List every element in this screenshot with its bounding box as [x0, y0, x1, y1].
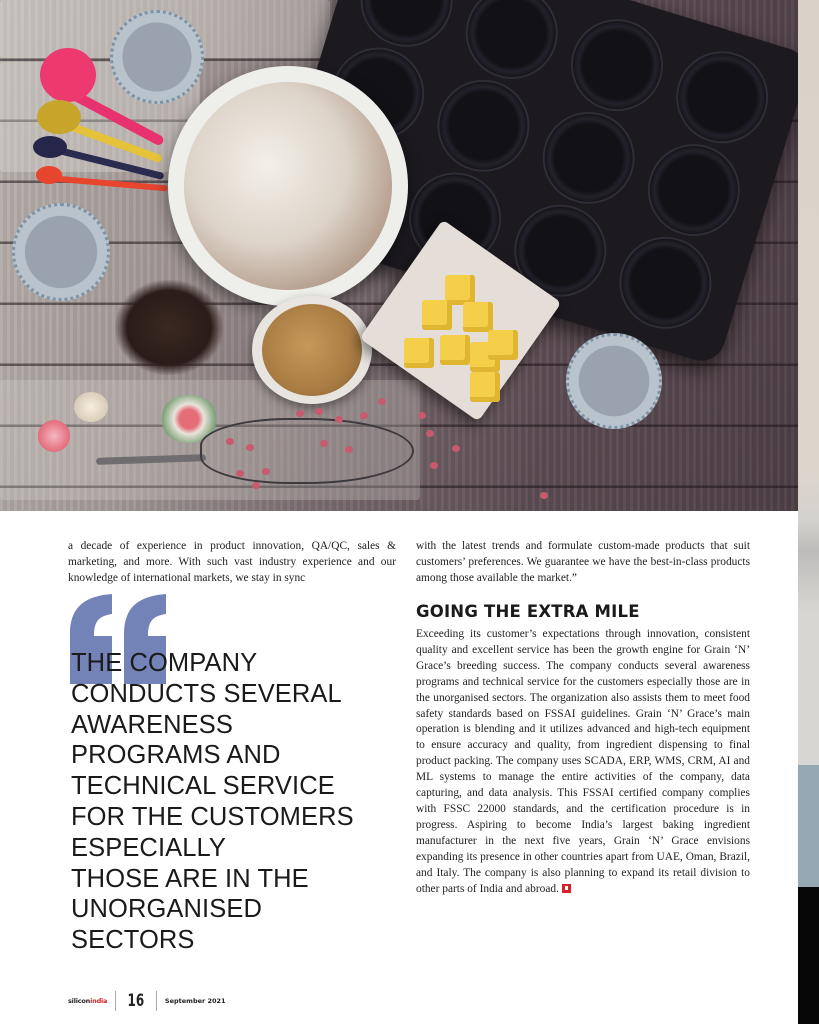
pull-quote-line: THOSE ARE IN THE [71, 864, 309, 893]
pull-quote-line: FOR THE CUSTOMERS [71, 802, 354, 831]
muffin-cup [665, 40, 780, 155]
measuring-spoon-navy-head [33, 136, 67, 158]
heart-sprinkle [262, 468, 270, 475]
heart-sprinkle [226, 438, 234, 445]
cupcake-liner [12, 203, 110, 301]
issue-date: September 2021 [164, 997, 226, 1005]
butter-cube [488, 330, 518, 360]
sugar-rose-cream [74, 392, 108, 422]
butter-cube [422, 300, 452, 330]
butter-cube [470, 372, 500, 402]
pull-quote-line: TECHNICAL SERVICE [71, 772, 335, 801]
adjacent-page-edge [798, 765, 819, 887]
sugar-rose-pink [38, 420, 70, 452]
end-of-article-icon [562, 884, 571, 893]
heart-sprinkle [246, 444, 254, 451]
pull-quote-line: SECTORS [71, 926, 195, 955]
section-body [416, 627, 750, 897]
heart-sprinkle [426, 430, 434, 437]
pull-quote-line: UNORGANISED [71, 895, 262, 924]
footer-divider [156, 991, 157, 1011]
pull-quote [71, 648, 391, 956]
pull-quote-line: THE COMPANY [71, 649, 258, 677]
chocolate-chips [115, 280, 223, 375]
pull-quote-line: PROGRAMS AND [71, 741, 281, 770]
heart-sprinkle [335, 416, 343, 423]
whisk [200, 418, 414, 484]
muffin-cup [636, 133, 751, 248]
pull-quote-line: AWARENESS [71, 710, 233, 739]
heart-sprinkle [345, 446, 353, 453]
adjacent-page-edge [798, 887, 819, 1024]
cupcake-liner [110, 10, 204, 104]
muffin-cup [454, 0, 569, 90]
section-body-text: Exceeding its customer’s expectations through innovation, consistent quality and excellent service has been the growth engine for Grain ‘N’ Grace’s breeding success. The company conducts several awareness programs and technical service for the customers especially those are in the unorganised sectors. The organization also assists them to meet food safety standards based on FSSAI guidelines. Grain ‘N’ Grace’s main operation is blending and it utilizes advanced and high-tech equipment to ensure accuracy and quality, from ingredient dispensing to final product packing. The company uses SCADA, ERP, WMS, CRM, AI and ML systems to manage the entire activities of the company, data capturing, and data analysis. This FSSAI certified company complies with FSSC 22000 standards, and the certification procedure is in progress. Aspiring to become India’s largest baking ingredient manufacturer in the next five years, Grain ‘N’ Grace envisions expanding its presence in other countries apart from UAE, Oman, Brazil, and Italy. The company is also planning to expand its retail division to other parts of India and abroad. [416, 628, 750, 895]
brown-sugar-bowl [252, 296, 372, 404]
pull-quote-line: ESPECIALLY [71, 833, 227, 862]
page-footer [68, 990, 226, 1012]
heart-sprinkle [236, 470, 244, 477]
heart-sprinkle [360, 412, 368, 419]
heart-sprinkle [378, 398, 386, 405]
muffin-cup [426, 68, 541, 183]
section-heading: GOING THE EXTRA MILE [416, 602, 640, 621]
pull-quote-line: CONDUCTS SEVERAL [71, 679, 342, 708]
flour-bowl [168, 66, 408, 306]
measuring-spoon-pink-head [40, 48, 96, 102]
heart-sprinkle [296, 410, 304, 417]
heart-sprinkle [452, 445, 460, 452]
adjacent-page-edge [798, 0, 819, 765]
butter-cube [404, 338, 434, 368]
intro-paragraph-right: with the latest trends and formulate custom-made products that suit customers’ preferences. We guarantee we have the best-in-class products among those available the market.” [416, 540, 750, 584]
heart-sprinkle [315, 408, 323, 415]
magazine-logo: siliconindia [68, 997, 108, 1005]
muffin-cup [531, 100, 646, 215]
heart-sprinkle [418, 412, 426, 419]
cupcake-liner [566, 333, 662, 429]
intro-paragraph-left: a decade of experience in product innovation, QA/QC, sales & marketing, and more. With such vast industry experience and our knowledge of international markets, we stay in sync [68, 540, 396, 584]
measuring-spoon-yellow-head [37, 100, 81, 134]
muffin-cup [560, 8, 675, 123]
heart-sprinkle [320, 440, 328, 447]
butter-cube [440, 335, 470, 365]
measuring-spoon-red-head [36, 166, 62, 184]
footer-divider [115, 991, 116, 1011]
page-number: 16 [127, 991, 145, 1011]
hero-photo [0, 0, 798, 511]
measuring-spoon-red [48, 175, 168, 191]
butter-cube [463, 302, 493, 332]
heart-sprinkle [430, 462, 438, 469]
heart-sprinkle [540, 492, 548, 499]
muffin-cup [608, 225, 723, 340]
heart-sprinkle [252, 482, 260, 489]
